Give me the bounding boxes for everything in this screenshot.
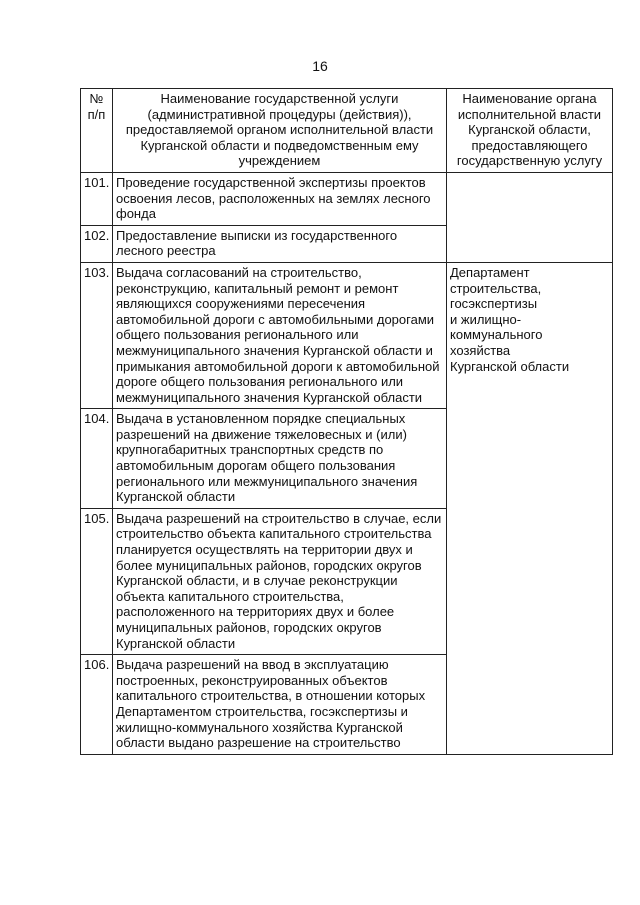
row-service-name: Выдача разрешений на строительство в случае, если строительство объекта капитального строительства планируется осуществлять на территории двух и более муниципальных районов, городских округов Курганской области, и в случае реконструкции объекта капитального строительства, расположенного на территориях двух и более муниципальных районов, городских округов Курганской области (113, 508, 447, 654)
row-service-name: Выдача в установленном порядке специальных разрешений на движение тяжеловесных и (или) крупногабаритных транспортных средств по автомобильным дорогам общего пользования регионального или межмуниципального значения Курганской области (113, 409, 447, 509)
table-row (81, 262, 613, 408)
row-service-name: Выдача согласований на строительство, реконструкцию, капитальный ремонт и ремонт являющихся сооружениями пересечения автомобильной дороги с автомобильными дорогами общего пользования регионального или межмуниципального значения Курганской области и примыкания автомобильной дороги к автомобильной дороге общего пользования регионального или межмуниципального значения Курганской области (113, 262, 447, 408)
authority-line: и жилищно- (450, 311, 522, 327)
header-authority-name: Наименование органа исполнительной власти Курганской области, предоставляющего государственную услугу (447, 89, 613, 173)
header-number: № п/п (81, 89, 113, 173)
authority-line: хозяйства (450, 342, 511, 358)
page-number: 16 (312, 58, 328, 74)
row-number: 103. (81, 262, 113, 408)
header-service-name: Наименование государственной услуги (административной процедуры (действия)), предоставляемой органом исполнительной власти Курганской области и подведомственным ему учреждением (113, 89, 447, 173)
row-service-name: Проведение государственной экспертизы проектов освоения лесов, расположенных на землях лесного фонда (113, 172, 447, 225)
authority-line: госэкспертизы (450, 296, 538, 312)
row-number: 105. (81, 508, 113, 654)
row-service-name: Выдача разрешений на ввод в эксплуатацию построенных, реконструированных объектов капитального строительства, в отношении которых Департаментом строительства, госэкспертизы и жилищно-коммунального хозяйства Курганской области выдано разрешение на строительство (113, 655, 447, 755)
row-number: 102. (81, 225, 113, 262)
authority-line: коммунального (450, 327, 543, 343)
row-number: 104. (81, 409, 113, 509)
services-table (80, 88, 613, 755)
row-number: 106. (81, 655, 113, 755)
table-row (81, 172, 613, 225)
row-authority-empty (447, 172, 613, 262)
authority-line: строительства, (450, 280, 542, 296)
authority-line: Департамент (450, 264, 530, 280)
table-header-row (81, 89, 613, 173)
row-number: 101. (81, 172, 113, 225)
row-authority-name (447, 262, 613, 754)
row-service-name: Предоставление выписки из государственного лесного реестра (113, 225, 447, 262)
authority-line: Курганской области (450, 358, 570, 374)
